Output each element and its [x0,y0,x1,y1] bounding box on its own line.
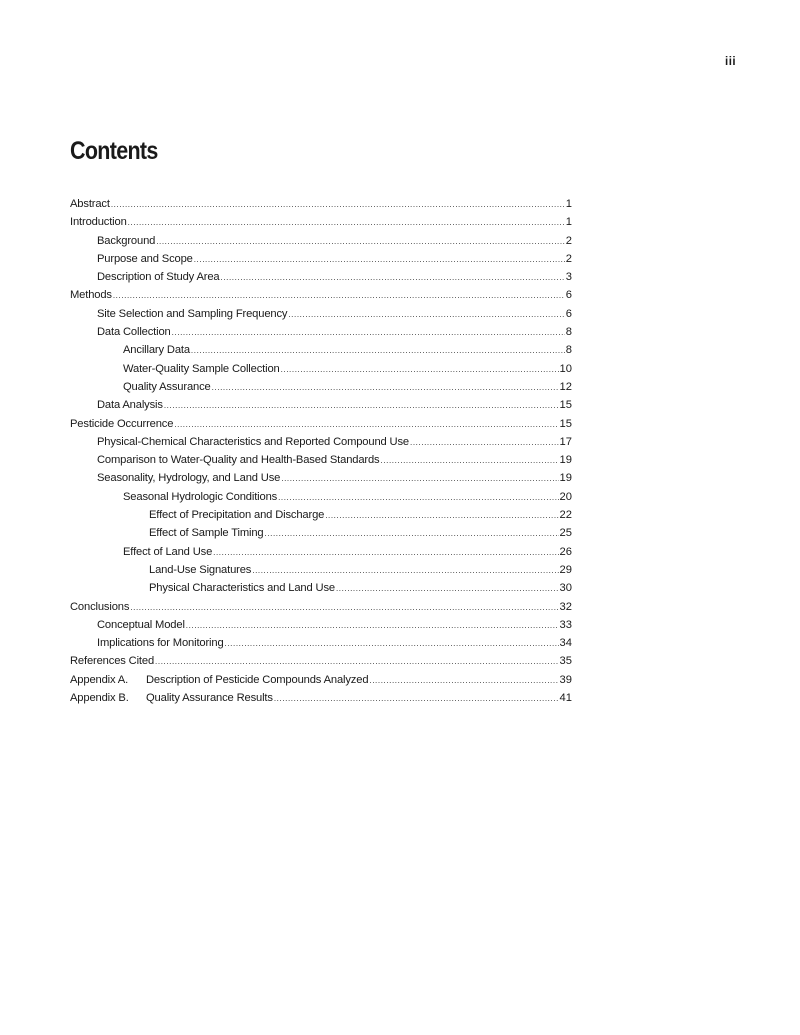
dot-leader [194,251,565,269]
dot-leader [128,214,565,232]
toc-entry[interactable] [70,433,572,451]
dot-leader [336,580,559,598]
toc-entry[interactable] [70,451,572,469]
toc-entry-label: Ancillary Data [123,344,190,357]
dot-leader [252,562,558,580]
toc-entry-label: Description of Study Area [97,271,220,284]
toc-entry[interactable] [70,250,572,268]
toc-entry-label: Introduction [70,216,127,229]
dot-leader [288,306,564,324]
dot-leader [265,525,559,543]
toc-entry[interactable] [70,634,572,652]
toc-entry[interactable] [70,232,572,250]
toc-entry-label: Quality Assurance [123,380,211,393]
toc-entry-page: 8 [565,344,572,357]
toc-entry-page: 1 [565,198,572,210]
toc-entry-page: 10 [559,362,572,375]
toc-entry-label: Seasonal Hydrologic Conditions [123,490,278,503]
dot-leader [278,489,558,507]
dot-leader [410,434,559,452]
dot-leader [213,544,558,562]
toc-entry-label: Water-Quality Sample Collection [123,362,280,375]
toc-entry-page: 8 [565,326,572,339]
toc-entry-page: 1 [565,216,572,229]
toc-entry-label: Physical Characteristics and Land Use [149,582,335,595]
dot-leader [191,342,565,360]
toc-entry[interactable] [70,415,572,433]
toc-entry-page: 32 [559,600,572,613]
toc-entry[interactable] [70,195,572,213]
toc-entry[interactable] [70,286,572,304]
toc-entry-label: Conclusions [70,600,130,613]
dot-leader [212,379,559,397]
dot-leader [381,452,559,470]
toc-entry[interactable] [70,506,572,524]
dot-leader [111,196,565,214]
dot-leader [113,287,565,305]
toc-entry[interactable] [70,598,572,616]
toc-entry-label: Seasonality, Hydrology, and Land Use [97,472,281,485]
toc-entry-label: Methods [70,289,112,302]
page-number: iii [725,56,737,68]
dot-leader [172,324,565,342]
table-of-contents [70,195,572,707]
dot-leader [164,397,559,415]
toc-entry[interactable] [70,305,572,323]
toc-entry-page: 29 [559,563,572,576]
toc-entry-label [70,671,368,689]
dot-leader [281,470,558,488]
toc-entry[interactable] [70,469,572,487]
toc-entry[interactable] [70,488,572,506]
toc-entry[interactable] [70,378,572,396]
toc-entry-label: Site Selection and Sampling Frequency [97,307,288,320]
dot-leader [325,507,558,525]
toc-entry-page: 15 [559,399,572,412]
toc-entry-label: Comparison to Water-Quality and Health-Based Standards [97,454,380,467]
toc-entry[interactable] [70,561,572,579]
dot-leader [156,233,565,251]
toc-entry-page: 22 [559,509,572,522]
toc-entry-page: 17 [559,435,572,448]
dot-leader [369,672,558,690]
toc-entry-page: 35 [559,655,572,668]
toc-appendix-id: Appendix B. [70,692,129,705]
toc-entry-label: Effect of Precipitation and Discharge [149,509,325,522]
toc-entry-label: Implications for Monitoring [97,637,224,650]
toc-entry-label: Conceptual Model [97,618,185,631]
toc-entry-page: 6 [565,307,572,320]
toc-appendix-title: Description of Pesticide Compounds Analyzed [146,673,369,686]
toc-entry-page: 2 [565,234,572,247]
toc-entry[interactable] [70,524,572,542]
toc-entry-label: Effect of Sample Timing [149,527,264,540]
toc-entry-page: 25 [559,527,572,540]
toc-entry[interactable] [70,323,572,341]
toc-entry-page: 26 [559,545,572,558]
toc-entry[interactable] [70,616,572,634]
toc-entry-label: Background [97,234,156,247]
toc-entry[interactable] [70,341,572,359]
toc-entry[interactable] [70,652,572,670]
toc-appendix-id: Appendix A. [70,673,129,686]
dot-leader [221,269,565,287]
toc-entry-page: 20 [559,490,572,503]
toc-appendix-title: Quality Assurance Results [146,692,273,705]
toc-entry-label: Data Collection [97,326,171,339]
toc-entry-page: 30 [559,582,572,595]
toc-entry[interactable] [70,360,572,378]
toc-entry[interactable] [70,543,572,561]
toc-entry[interactable] [70,268,572,286]
dot-leader [274,690,559,708]
page-title: Contents [70,137,158,165]
dot-leader [130,599,558,617]
dot-leader [225,635,559,653]
dot-leader [174,416,558,434]
toc-entry-page: 15 [559,417,572,430]
toc-entry[interactable] [70,213,572,231]
toc-entry-label: Purpose and Scope [97,252,193,265]
toc-entry[interactable] [70,689,572,707]
toc-entry-label: References Cited [70,655,155,668]
toc-entry-label: Land-Use Signatures [149,563,252,576]
toc-entry-page: 19 [559,472,572,485]
toc-entry-label: Data Analysis [97,399,163,412]
toc-entry-page: 12 [559,380,572,393]
toc-entry[interactable] [70,671,572,689]
toc-entry-page: 19 [559,454,572,467]
toc-entry-label: Pesticide Occurrence [70,417,174,430]
dot-leader [155,653,559,671]
toc-entry-page: 39 [559,673,572,686]
toc-entry-label [70,689,273,707]
toc-entry[interactable] [70,396,572,414]
toc-entry-label: Physical-Chemical Characteristics and Reported Compound Use [97,435,409,448]
toc-entry-page: 41 [559,692,572,705]
toc-entry-label: Abstract [70,198,110,210]
toc-entry-label: Effect of Land Use [123,545,213,558]
toc-entry[interactable] [70,579,572,597]
toc-entry-page: 33 [559,618,572,631]
toc-entry-page: 34 [559,637,572,650]
toc-entry-page: 3 [565,271,572,284]
dot-leader [281,361,559,379]
toc-entry-page: 6 [565,289,572,302]
dot-leader [186,617,559,635]
toc-entry-page: 2 [565,252,572,265]
